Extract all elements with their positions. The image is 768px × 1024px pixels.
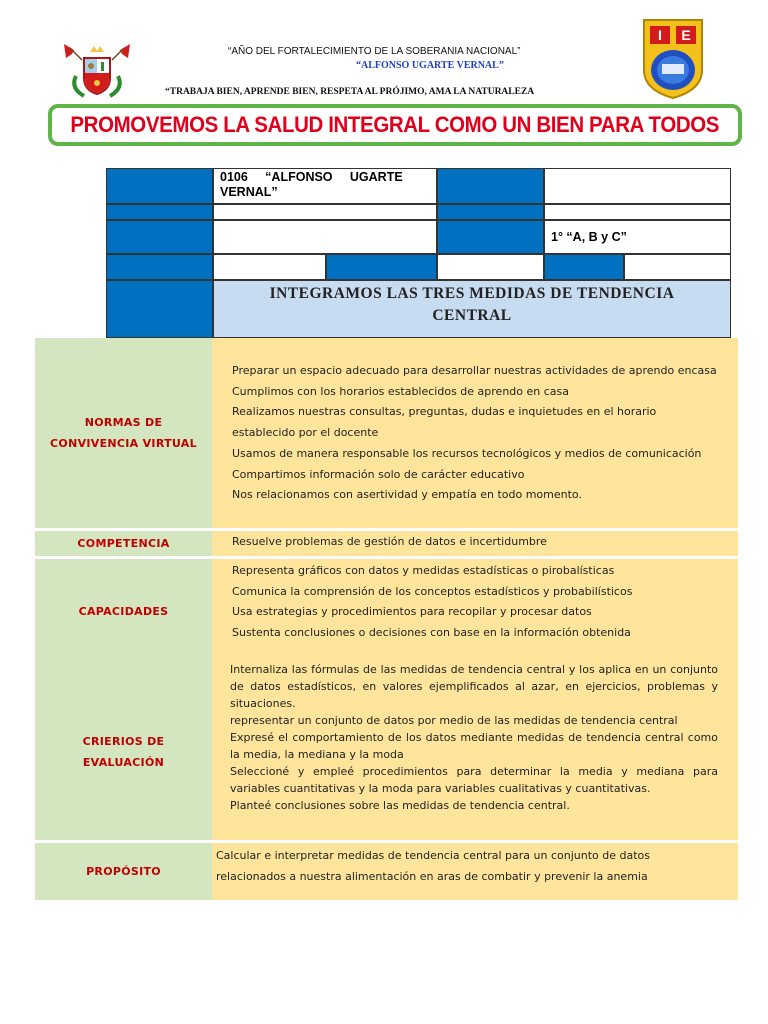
banner bbox=[48, 104, 742, 146]
capacidades-label bbox=[35, 559, 212, 663]
session-title bbox=[213, 280, 731, 338]
competencia-label bbox=[35, 531, 212, 556]
grade-text: 1° “A, B y C” bbox=[551, 230, 627, 244]
capacidad-item: Representa gráficos con datos y medidas estadísticas o pirobalísticas bbox=[232, 564, 615, 577]
session-title-line-1: INTEGRAMOS LAS TRES MEDIDAS DE TENDENCIA bbox=[269, 285, 675, 302]
proposito-item: Calcular e interpretar medidas de tendencia central para un conjunto de datos bbox=[216, 849, 651, 862]
proposito-label-text: PROPÓSITO bbox=[86, 865, 161, 878]
school-line-1: 0106 “ALFONSO UGARTE bbox=[220, 170, 403, 184]
session-title-line-2: CENTRAL bbox=[432, 307, 512, 324]
proposito-label bbox=[35, 843, 212, 900]
blue-cell bbox=[326, 254, 437, 280]
year-text: “AÑO DEL FORTALECIMIENTO DE LA SOBERANIA NACIONAL” bbox=[228, 46, 521, 57]
capacidad-item: Sustenta conclusiones o decisiones con base en la información obtenida bbox=[232, 626, 631, 640]
blue-cell bbox=[437, 204, 544, 220]
proposito-item: relacionados a nuestra alimentación en aras de combatir y prevenir la anemia bbox=[216, 869, 648, 883]
blue-cell bbox=[106, 280, 213, 338]
criterio-item: Expresé el comportamiento de los datos mediante medidas de tendencia central como la media, la mediana y la moda bbox=[230, 731, 718, 761]
blue-cell bbox=[106, 168, 213, 204]
school-motto: “TRABAJA BIEN, APRENDE BIEN, RESPETA AL PRÓJIMO, AMA LA NATURALEZA bbox=[165, 87, 535, 97]
criterios-content bbox=[212, 653, 738, 840]
info-grid bbox=[106, 168, 731, 338]
criterios-label-line-2: EVALUACIÓN bbox=[82, 755, 165, 769]
blue-cell bbox=[544, 254, 624, 280]
normas-item: Nos relacionamos con asertividad y empatía en todo momento. bbox=[232, 488, 582, 502]
capacidades-content bbox=[212, 559, 738, 653]
school-cell bbox=[213, 168, 437, 204]
peru-coat-of-arms-icon bbox=[62, 40, 132, 100]
normas-content bbox=[212, 338, 738, 528]
normas-label-line-2: CONVIVENCIA VIRTUAL bbox=[50, 437, 197, 450]
empty-cell bbox=[213, 220, 437, 254]
empty-cell bbox=[624, 254, 731, 280]
blue-cell bbox=[106, 254, 213, 280]
criterio-item: Internaliza las fórmulas de las medidas de tendencia central y los aplica en un conjunto de datos estadísticos, en valores ejemplificados al azar, en ejercicios, problemas y situaciones. bbox=[230, 663, 718, 710]
empty-cell bbox=[544, 204, 731, 220]
empty-cell bbox=[213, 254, 326, 280]
normas-item: Compartimos información solo de carácter educativo bbox=[232, 467, 525, 481]
competencia-content bbox=[212, 531, 738, 556]
blue-cell bbox=[437, 220, 544, 254]
criterio-item: representar un conjunto de datos por medio de las medidas de tendencia central bbox=[230, 714, 678, 727]
empty-cell bbox=[213, 204, 437, 220]
criterio-item: Seleccioné y empleé procedimientos para determinar la media y mediana para variables cuantitativas y la moda para variables cualitativas y cuantitativas. bbox=[230, 765, 718, 795]
normas-item: Usamos de manera responsable los recursos tecnológicos y medios de comunicación bbox=[232, 446, 702, 460]
normas-item: Preparar un espacio adecuado para desarrollar nuestras actividades de aprendo encasa bbox=[232, 364, 717, 377]
empty-cell bbox=[544, 168, 731, 204]
normas-item: establecido por el docente bbox=[232, 426, 379, 440]
blue-cell bbox=[437, 168, 544, 204]
competencia-label-text: COMPETENCIA bbox=[77, 537, 170, 550]
capacidad-item: Usa estrategias y procedimientos para recopilar y procesar datos bbox=[232, 605, 592, 619]
svg-text:I: I bbox=[658, 27, 662, 43]
competencia-text: Resuelve problemas de gestión de datos e incertidumbre bbox=[232, 535, 547, 548]
blue-cell bbox=[106, 204, 213, 220]
normas-item: Cumplimos con los horarios establecidos de aprendo en casa bbox=[232, 384, 569, 398]
proposito-content bbox=[212, 843, 738, 900]
criterios-label bbox=[35, 663, 212, 840]
school-emblem-icon bbox=[638, 14, 708, 100]
school-name: “ALFONSO UGARTE VERNAL” bbox=[356, 60, 504, 71]
normas-label bbox=[35, 338, 212, 528]
criterios-label-line-1: CRIERIOS DE bbox=[82, 734, 165, 748]
normas-item: Realizamos nuestras consultas, preguntas, dudas e inquietudes en el horario bbox=[232, 405, 657, 419]
capacidad-item: Comunica la comprensión de los conceptos estadísticos y probabilísticos bbox=[232, 584, 633, 598]
grade-cell bbox=[544, 220, 731, 254]
blue-cell bbox=[106, 220, 213, 254]
capacidades-label-text: CAPACIDADES bbox=[78, 604, 169, 618]
school-line-2: VERNAL” bbox=[220, 185, 278, 199]
normas-label-line-1: NORMAS DE bbox=[84, 416, 163, 429]
criterio-item: Planteé conclusiones sobre las medidas de tendencia central. bbox=[230, 799, 570, 812]
banner-text: PROMOVEMOS LA SALUD INTEGRAL COMO UN BIEN PARA TODOS bbox=[70, 112, 720, 137]
empty-cell bbox=[437, 254, 544, 280]
svg-text:E: E bbox=[681, 27, 691, 43]
